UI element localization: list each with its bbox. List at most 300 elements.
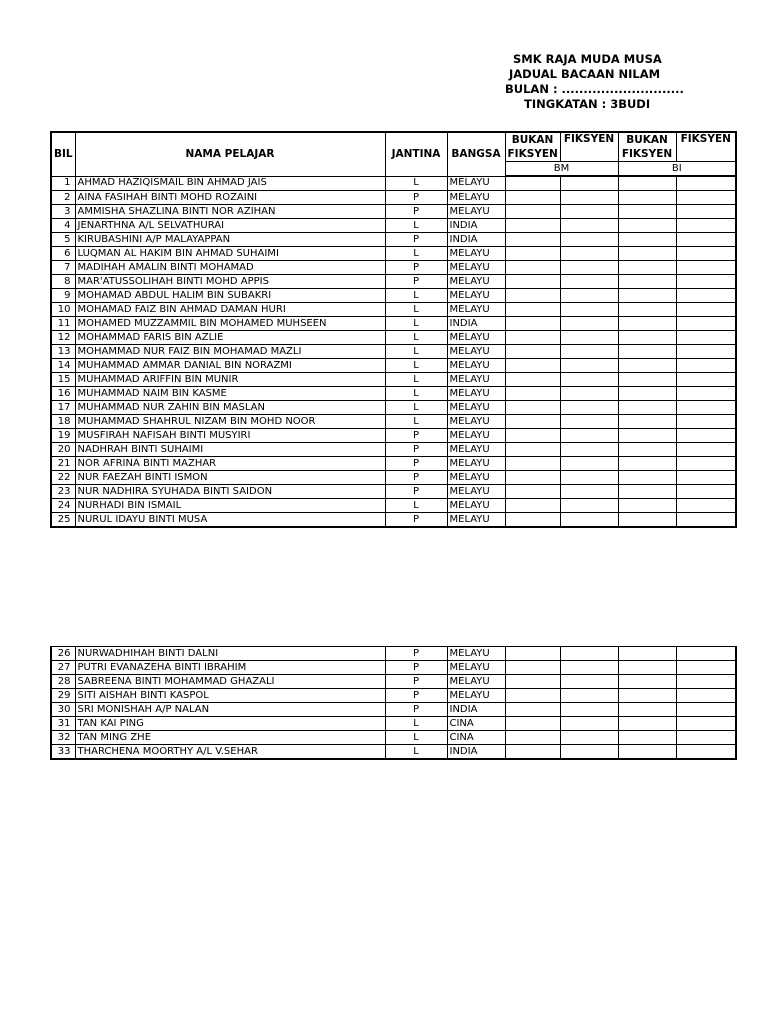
row-number: 22 <box>51 471 75 485</box>
student-rows-continued <box>51 647 736 760</box>
table-row <box>51 731 736 745</box>
student-name: NOR AFRINA BINTI MAZHAR <box>75 457 385 471</box>
student-name: NADHRAH BINTI SUHAIMI <box>75 443 385 457</box>
table-row <box>51 331 736 345</box>
row-number: 19 <box>51 429 75 443</box>
student-gender: P <box>385 471 447 485</box>
bi-fiction-cell[interactable] <box>676 303 736 317</box>
table-row <box>51 661 736 675</box>
bm-nonfiction-cell[interactable] <box>505 471 560 485</box>
bi-nonfiction-cell[interactable] <box>618 261 676 275</box>
student-gender: L <box>385 247 447 261</box>
row-number: 11 <box>51 317 75 331</box>
row-number: 29 <box>51 689 75 703</box>
table-row <box>51 191 736 205</box>
sheet-title: JADUAL BACAAN NILAM <box>509 67 661 81</box>
student-gender: P <box>385 689 447 703</box>
table-row <box>51 485 736 499</box>
student-name: MOHAMED MUZZAMMIL BIN MOHAMED MUHSEEN <box>75 317 385 331</box>
bi-nonfiction-cell[interactable] <box>618 387 676 401</box>
student-race: MELAYU <box>447 387 505 401</box>
student-name: MUHAMMAD ARIFFIN BIN MUNIR <box>75 373 385 387</box>
header-bm-group: BM <box>505 162 618 177</box>
table-row <box>51 387 736 401</box>
row-number: 3 <box>51 205 75 219</box>
table-row <box>51 471 736 485</box>
student-table <box>50 131 737 528</box>
bi-fiction-cell[interactable] <box>676 191 736 205</box>
student-race: MELAYU <box>447 661 505 675</box>
bi-fiction-cell[interactable] <box>676 247 736 261</box>
bi-fiction-cell[interactable] <box>676 219 736 233</box>
student-name: NURUL IDAYU BINTI MUSA <box>75 513 385 528</box>
bm-nonfiction-cell[interactable] <box>505 689 560 703</box>
bi-fiction-cell[interactable] <box>676 331 736 345</box>
student-gender: P <box>385 429 447 443</box>
student-race: MELAYU <box>447 359 505 373</box>
student-race: MELAYU <box>447 331 505 345</box>
bi-fiction-cell[interactable] <box>676 176 736 191</box>
student-gender: P <box>385 205 447 219</box>
student-race: INDIA <box>447 745 505 760</box>
student-name: MAR'ATUSSOLIHAH BINTI MOHD APPIS <box>75 275 385 289</box>
bi-fiction-cell[interactable] <box>676 689 736 703</box>
bi-fiction-cell[interactable] <box>676 661 736 675</box>
bi-fiction-cell[interactable] <box>676 373 736 387</box>
bm-nonfiction-cell[interactable] <box>505 457 560 471</box>
header-bm-nonfiction-line2: FIKSYEN <box>507 148 558 160</box>
header-bi-nonfiction-line1: BUKAN <box>626 134 668 146</box>
row-number: 9 <box>51 289 75 303</box>
bi-fiction-cell[interactable] <box>676 485 736 499</box>
bi-nonfiction-cell[interactable] <box>618 359 676 373</box>
bi-fiction-cell[interactable] <box>676 731 736 745</box>
bm-nonfiction-cell[interactable] <box>505 233 560 247</box>
header-bm-nonfiction <box>505 132 560 162</box>
bi-fiction-cell[interactable] <box>676 647 736 661</box>
bi-fiction-cell[interactable] <box>676 345 736 359</box>
student-name: KIRUBASHINI A/P MALAYAPPAN <box>75 233 385 247</box>
row-number: 13 <box>51 345 75 359</box>
table-row <box>51 359 736 373</box>
header-bi-group: BI <box>618 162 736 177</box>
bi-fiction-cell[interactable] <box>676 415 736 429</box>
student-gender: P <box>385 191 447 205</box>
student-race: MELAYU <box>447 289 505 303</box>
bi-nonfiction-cell[interactable] <box>618 317 676 331</box>
table-row <box>51 176 736 191</box>
student-name: NURHADI BIN ISMAIL <box>75 499 385 513</box>
bm-nonfiction-cell[interactable] <box>505 247 560 261</box>
bm-nonfiction-cell[interactable] <box>505 731 560 745</box>
student-race: MELAYU <box>447 176 505 191</box>
bm-fiction-cell[interactable] <box>560 205 618 219</box>
bi-nonfiction-cell[interactable] <box>618 675 676 689</box>
bi-nonfiction-cell[interactable] <box>618 233 676 247</box>
bm-fiction-cell[interactable] <box>560 745 618 760</box>
bm-fiction-cell[interactable] <box>560 387 618 401</box>
student-gender: P <box>385 457 447 471</box>
bi-nonfiction-cell[interactable] <box>618 647 676 661</box>
bm-nonfiction-cell[interactable] <box>505 401 560 415</box>
bm-nonfiction-cell[interactable] <box>505 359 560 373</box>
bm-nonfiction-cell[interactable] <box>505 703 560 717</box>
student-name: MUHAMMAD SHAHRUL NIZAM BIN MOHD NOOR <box>75 415 385 429</box>
student-race: MELAYU <box>447 401 505 415</box>
bm-fiction-cell[interactable] <box>560 429 618 443</box>
bi-fiction-cell[interactable] <box>676 275 736 289</box>
school-name: SMK RAJA MUDA MUSA <box>513 52 662 66</box>
header-bi-nonfiction-line2: FIKSYEN <box>621 148 673 160</box>
bm-fiction-cell[interactable] <box>560 401 618 415</box>
bi-fiction-cell[interactable] <box>676 745 736 760</box>
row-number: 17 <box>51 401 75 415</box>
row-number: 32 <box>51 731 75 745</box>
row-number: 1 <box>51 176 75 191</box>
month-line: BULAN : ............................ <box>505 82 684 96</box>
row-number: 33 <box>51 745 75 760</box>
table-row <box>51 457 736 471</box>
student-race: MELAYU <box>447 457 505 471</box>
table-row <box>51 675 736 689</box>
student-gender: L <box>385 176 447 191</box>
bi-nonfiction-cell[interactable] <box>618 471 676 485</box>
bm-fiction-cell[interactable] <box>560 499 618 513</box>
student-race: MELAYU <box>447 499 505 513</box>
row-number: 30 <box>51 703 75 717</box>
table-row <box>51 317 736 331</box>
bm-fiction-cell[interactable] <box>560 191 618 205</box>
bi-fiction-cell[interactable] <box>676 703 736 717</box>
student-gender: L <box>385 219 447 233</box>
student-name: MADIHAH AMALIN BINTI MOHAMAD <box>75 261 385 275</box>
student-race: INDIA <box>447 219 505 233</box>
bi-nonfiction-cell[interactable] <box>618 717 676 731</box>
header-bi-nonfiction <box>618 132 676 162</box>
bi-nonfiction-cell[interactable] <box>618 345 676 359</box>
table-row <box>51 415 736 429</box>
row-number: 16 <box>51 387 75 401</box>
bi-fiction-cell[interactable] <box>676 359 736 373</box>
student-name: MOHAMMAD NUR FAIZ BIN MOHAMAD MAZLI <box>75 345 385 359</box>
student-race: MELAYU <box>447 429 505 443</box>
row-number: 15 <box>51 373 75 387</box>
bm-nonfiction-cell[interactable] <box>505 745 560 760</box>
bi-nonfiction-cell[interactable] <box>618 219 676 233</box>
bm-fiction-cell[interactable] <box>560 689 618 703</box>
student-race: MELAYU <box>447 345 505 359</box>
student-name: MOHAMAD FAIZ BIN AHMAD DAMAN HURI <box>75 303 385 317</box>
bm-fiction-cell[interactable] <box>560 471 618 485</box>
bi-fiction-cell[interactable] <box>676 457 736 471</box>
bi-nonfiction-cell[interactable] <box>618 247 676 261</box>
student-table-continued <box>50 646 737 760</box>
bm-nonfiction-cell[interactable] <box>505 415 560 429</box>
bm-fiction-cell[interactable] <box>560 703 618 717</box>
student-name: SRI MONISHAH A/P NALAN <box>75 703 385 717</box>
student-race: CINA <box>447 731 505 745</box>
student-gender: L <box>385 289 447 303</box>
student-race: MELAYU <box>447 647 505 661</box>
table-row <box>51 205 736 219</box>
bi-nonfiction-cell[interactable] <box>618 513 676 528</box>
student-gender: L <box>385 359 447 373</box>
bm-fiction-cell[interactable] <box>560 675 618 689</box>
bm-nonfiction-cell[interactable] <box>505 373 560 387</box>
row-number: 23 <box>51 485 75 499</box>
bm-nonfiction-cell[interactable] <box>505 485 560 499</box>
table-row <box>51 513 736 528</box>
student-name: LUQMAN AL HAKIM BIN AHMAD SUHAIMI <box>75 247 385 261</box>
student-name: MUHAMMAD AMMAR DANIAL BIN NORAZMI <box>75 359 385 373</box>
row-number: 6 <box>51 247 75 261</box>
header-bm-fiction: FIKSYEN <box>560 132 618 162</box>
table-row <box>51 247 736 261</box>
bm-fiction-cell[interactable] <box>560 345 618 359</box>
student-race: MELAYU <box>447 675 505 689</box>
student-race: MELAYU <box>447 415 505 429</box>
bi-fiction-cell[interactable] <box>676 401 736 415</box>
bm-nonfiction-cell[interactable] <box>505 429 560 443</box>
bi-nonfiction-cell[interactable] <box>618 429 676 443</box>
header-bm-nonfiction-line1: BUKAN <box>511 134 554 146</box>
bm-fiction-cell[interactable] <box>560 661 618 675</box>
bi-nonfiction-cell[interactable] <box>618 661 676 675</box>
bi-nonfiction-cell[interactable] <box>618 176 676 191</box>
bm-nonfiction-cell[interactable] <box>505 205 560 219</box>
student-race: MELAYU <box>447 247 505 261</box>
student-name: AHMAD HAZIQISMAIL BIN AHMAD JAIS <box>75 176 385 191</box>
student-name: NUR FAEZAH BINTI ISMON <box>75 471 385 485</box>
student-race: INDIA <box>447 233 505 247</box>
bi-fiction-cell[interactable] <box>676 289 736 303</box>
student-gender: L <box>385 401 447 415</box>
bi-fiction-cell[interactable] <box>676 317 736 331</box>
bm-nonfiction-cell[interactable] <box>505 191 560 205</box>
bm-fiction-cell[interactable] <box>560 247 618 261</box>
bm-fiction-cell[interactable] <box>560 331 618 345</box>
table-row <box>51 703 736 717</box>
bm-fiction-cell[interactable] <box>560 261 618 275</box>
row-number: 7 <box>51 261 75 275</box>
bm-fiction-cell[interactable] <box>560 359 618 373</box>
table-row <box>51 401 736 415</box>
bi-fiction-cell[interactable] <box>676 205 736 219</box>
student-name: MOHAMAD ABDUL HALIM BIN SUBAKRI <box>75 289 385 303</box>
student-gender: P <box>385 233 447 247</box>
student-race: MELAYU <box>447 689 505 703</box>
bi-nonfiction-cell[interactable] <box>618 731 676 745</box>
row-number: 5 <box>51 233 75 247</box>
bi-nonfiction-cell[interactable] <box>618 401 676 415</box>
bm-fiction-cell[interactable] <box>560 731 618 745</box>
bi-nonfiction-cell[interactable] <box>618 373 676 387</box>
bm-fiction-cell[interactable] <box>560 233 618 247</box>
row-number: 31 <box>51 717 75 731</box>
bm-nonfiction-cell[interactable] <box>505 303 560 317</box>
bm-nonfiction-cell[interactable] <box>505 345 560 359</box>
bi-nonfiction-cell[interactable] <box>618 443 676 457</box>
bi-fiction-cell[interactable] <box>676 429 736 443</box>
bm-nonfiction-cell[interactable] <box>505 499 560 513</box>
bm-fiction-cell[interactable] <box>560 219 618 233</box>
bm-nonfiction-cell[interactable] <box>505 261 560 275</box>
student-name: MOHAMMAD FARIS BIN AZLIE <box>75 331 385 345</box>
student-name: PUTRI EVANAZEHA BINTI IBRAHIM <box>75 661 385 675</box>
student-gender: P <box>385 443 447 457</box>
table-row <box>51 443 736 457</box>
bm-nonfiction-cell[interactable] <box>505 647 560 661</box>
bi-nonfiction-cell[interactable] <box>618 703 676 717</box>
student-race: INDIA <box>447 703 505 717</box>
bi-nonfiction-cell[interactable] <box>618 289 676 303</box>
bm-fiction-cell[interactable] <box>560 303 618 317</box>
bi-nonfiction-cell[interactable] <box>618 745 676 760</box>
student-gender: P <box>385 675 447 689</box>
bm-fiction-cell[interactable] <box>560 275 618 289</box>
table-row <box>51 717 736 731</box>
bm-fiction-cell[interactable] <box>560 485 618 499</box>
student-name: AINA FASIHAH BINTI MOHD ROZAINI <box>75 191 385 205</box>
student-race: MELAYU <box>447 373 505 387</box>
student-race: MELAYU <box>447 485 505 499</box>
document-header <box>500 52 700 112</box>
student-name: MUSFIRAH NAFISAH BINTI MUSYIRI <box>75 429 385 443</box>
bi-fiction-cell[interactable] <box>676 443 736 457</box>
bi-nonfiction-cell[interactable] <box>618 457 676 471</box>
bi-nonfiction-cell[interactable] <box>618 331 676 345</box>
student-race: MELAYU <box>447 191 505 205</box>
table-row <box>51 647 736 661</box>
table-row <box>51 345 736 359</box>
bi-nonfiction-cell[interactable] <box>618 191 676 205</box>
bi-nonfiction-cell[interactable] <box>618 205 676 219</box>
bi-nonfiction-cell[interactable] <box>618 689 676 703</box>
bi-fiction-cell[interactable] <box>676 499 736 513</box>
table-row <box>51 689 736 703</box>
student-name: AMMISHA SHAZLINA BINTI NOR AZIHAN <box>75 205 385 219</box>
student-name: MUHAMMAD NUR ZAHIN BIN MASLAN <box>75 401 385 415</box>
student-gender: L <box>385 303 447 317</box>
student-race: INDIA <box>447 317 505 331</box>
row-number: 27 <box>51 661 75 675</box>
bm-fiction-cell[interactable] <box>560 317 618 331</box>
bm-nonfiction-cell[interactable] <box>505 331 560 345</box>
row-number: 21 <box>51 457 75 471</box>
student-name: SITI AISHAH BINTI KASPOL <box>75 689 385 703</box>
row-number: 2 <box>51 191 75 205</box>
bm-nonfiction-cell[interactable] <box>505 219 560 233</box>
student-gender: P <box>385 513 447 528</box>
bi-fiction-cell[interactable] <box>676 261 736 275</box>
table-row <box>51 275 736 289</box>
bi-fiction-cell[interactable] <box>676 675 736 689</box>
student-gender: P <box>385 485 447 499</box>
bm-nonfiction-cell[interactable] <box>505 717 560 731</box>
bm-fiction-cell[interactable] <box>560 647 618 661</box>
student-race: MELAYU <box>447 471 505 485</box>
bm-fiction-cell[interactable] <box>560 443 618 457</box>
bm-fiction-cell[interactable] <box>560 717 618 731</box>
bm-fiction-cell[interactable] <box>560 457 618 471</box>
bi-fiction-cell[interactable] <box>676 233 736 247</box>
bi-fiction-cell[interactable] <box>676 513 736 528</box>
student-gender: L <box>385 317 447 331</box>
bi-nonfiction-cell[interactable] <box>618 499 676 513</box>
bm-nonfiction-cell[interactable] <box>505 675 560 689</box>
row-number: 25 <box>51 513 75 528</box>
row-number: 18 <box>51 415 75 429</box>
bm-nonfiction-cell[interactable] <box>505 317 560 331</box>
row-number: 20 <box>51 443 75 457</box>
student-gender: L <box>385 415 447 429</box>
student-race: MELAYU <box>447 261 505 275</box>
bm-fiction-cell[interactable] <box>560 513 618 528</box>
row-number: 26 <box>51 647 75 661</box>
header-bil: BIL <box>51 132 75 176</box>
bm-fiction-cell[interactable] <box>560 176 618 191</box>
table-row <box>51 745 736 760</box>
bi-fiction-cell[interactable] <box>676 717 736 731</box>
student-name: TAN MING ZHE <box>75 731 385 745</box>
bm-fiction-cell[interactable] <box>560 373 618 387</box>
header-name: NAMA PELAJAR <box>75 132 385 176</box>
student-race: MELAYU <box>447 443 505 457</box>
student-name: THARCHENA MOORTHY A/L V.SEHAR <box>75 745 385 760</box>
student-gender: P <box>385 261 447 275</box>
student-gender: L <box>385 331 447 345</box>
row-number: 8 <box>51 275 75 289</box>
bm-nonfiction-cell[interactable] <box>505 443 560 457</box>
student-gender: L <box>385 499 447 513</box>
row-number: 24 <box>51 499 75 513</box>
class-line: TINGKATAN : 3BUDI <box>516 97 651 111</box>
bm-fiction-cell[interactable] <box>560 289 618 303</box>
student-race: MELAYU <box>447 513 505 528</box>
table-row <box>51 261 736 275</box>
row-number: 28 <box>51 675 75 689</box>
table-row <box>51 289 736 303</box>
bm-nonfiction-cell[interactable] <box>505 661 560 675</box>
bi-nonfiction-cell[interactable] <box>618 303 676 317</box>
bm-nonfiction-cell[interactable] <box>505 275 560 289</box>
student-gender: L <box>385 345 447 359</box>
student-name: TAN KAI PING <box>75 717 385 731</box>
bi-fiction-cell[interactable] <box>676 471 736 485</box>
bm-nonfiction-cell[interactable] <box>505 176 560 191</box>
student-race: MELAYU <box>447 303 505 317</box>
bi-fiction-cell[interactable] <box>676 387 736 401</box>
table-row <box>51 303 736 317</box>
bm-nonfiction-cell[interactable] <box>505 387 560 401</box>
student-gender: L <box>385 387 447 401</box>
bm-nonfiction-cell[interactable] <box>505 513 560 528</box>
table-row <box>51 429 736 443</box>
student-race: MELAYU <box>447 205 505 219</box>
row-number: 10 <box>51 303 75 317</box>
student-name: MUHAMMAD NAIM BIN KASME <box>75 387 385 401</box>
bi-nonfiction-cell[interactable] <box>618 485 676 499</box>
student-gender: P <box>385 647 447 661</box>
bm-fiction-cell[interactable] <box>560 415 618 429</box>
student-gender: P <box>385 275 447 289</box>
table-row <box>51 499 736 513</box>
student-gender: L <box>385 745 447 760</box>
bm-nonfiction-cell[interactable] <box>505 289 560 303</box>
student-name: NURWADHIHAH BINTI DALNI <box>75 647 385 661</box>
bi-nonfiction-cell[interactable] <box>618 275 676 289</box>
bi-nonfiction-cell[interactable] <box>618 415 676 429</box>
